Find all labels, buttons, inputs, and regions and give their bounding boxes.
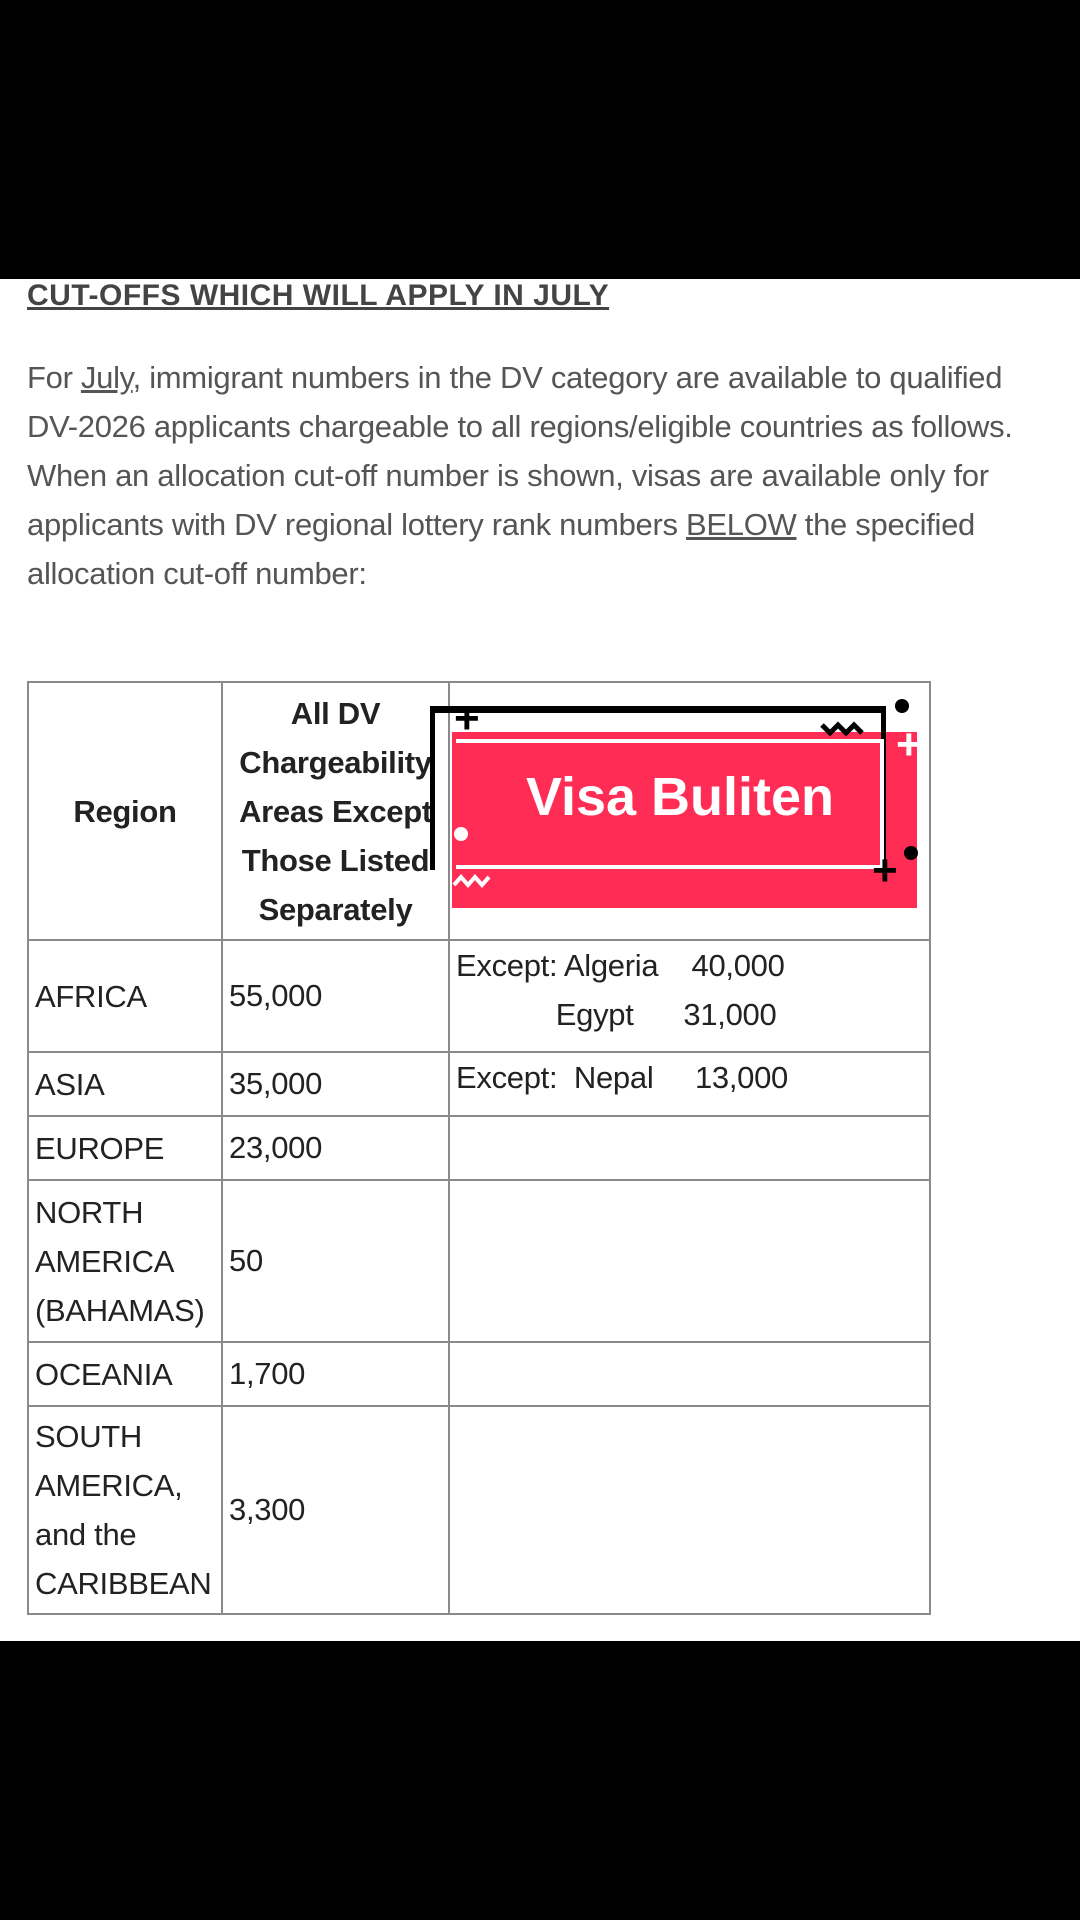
region-cell: [28, 1052, 222, 1116]
header-all-dv-line: All DV: [290, 695, 381, 731]
region-cell: [28, 1116, 222, 1180]
document-page: [0, 279, 1080, 1641]
header-region: Region: [28, 682, 222, 940]
cutoff-value-cell: 3,300: [222, 1406, 449, 1614]
region-name-line: EUROPE: [35, 1130, 165, 1166]
plus-icon: +: [872, 846, 898, 895]
dot-icon: [454, 827, 468, 841]
cutoff-value-cell: 50: [222, 1180, 449, 1342]
region-cell: [28, 1342, 222, 1406]
plus-icon: +: [896, 720, 922, 769]
dot-icon: [904, 846, 918, 860]
region-name-line: CARIBBEAN: [35, 1566, 212, 1601]
region-name-line: OCEANIA: [35, 1356, 173, 1392]
intro-paragraph: [27, 353, 1027, 598]
region-name-line: AMERICA,: [35, 1468, 183, 1503]
table-row: [28, 1406, 930, 1614]
except-cell: [449, 1342, 930, 1406]
cutoff-value-cell: 55,000: [222, 940, 449, 1052]
header-all-dv: [222, 682, 449, 940]
plus-icon: +: [454, 694, 480, 743]
para-text-3: the specified allocation cut-off number:: [27, 507, 975, 591]
below-emphasis: BELOW: [686, 507, 797, 542]
table-row: [28, 940, 930, 1052]
table-row: [28, 1342, 930, 1406]
region-name-line: AMERICA: [35, 1243, 175, 1279]
header-all-dv-line: Areas Except: [239, 793, 432, 829]
except-cell: [449, 1180, 930, 1342]
region-name-line: NORTH: [35, 1194, 144, 1230]
visa-bulletin-sticker: [430, 694, 922, 899]
table-row: [28, 1052, 930, 1116]
header-all-dv-line: Those Listed: [241, 842, 430, 878]
zigzag-icon: [452, 871, 496, 891]
table-row: [28, 1116, 930, 1180]
except-line: Egypt 31,000: [456, 997, 777, 1032]
july-link[interactable]: July: [80, 360, 133, 395]
para-text-1: For: [27, 360, 81, 395]
region-name-line: SOUTH: [35, 1419, 143, 1454]
dot-icon: [895, 699, 909, 713]
region-cell: [28, 1406, 222, 1614]
header-all-dv-line: Separately: [258, 891, 413, 927]
region-cell: [28, 940, 222, 1052]
cutoff-value-cell: 1,700: [222, 1342, 449, 1406]
cutoff-value-cell: 35,000: [222, 1052, 449, 1116]
except-line: Except: Nepal 13,000: [456, 1060, 788, 1095]
zigzag-icon: [820, 717, 868, 739]
header-all-dv-line: Chargeability: [239, 744, 432, 780]
region-name-line: ASIA: [35, 1066, 105, 1102]
table-row: [28, 1180, 930, 1342]
sticker-label: Visa Buliten: [525, 767, 835, 827]
region-cell: [28, 1180, 222, 1342]
section-heading: CUT-OFFS WHICH WILL APPLY IN JULY: [27, 279, 610, 312]
except-cell: [449, 1406, 930, 1614]
except-cell: [449, 1116, 930, 1180]
region-name-line: and the: [35, 1517, 137, 1552]
region-name-line: AFRICA: [35, 978, 147, 1014]
para-text-2: , immigrant numbers in the DV category are available to qualified DV-2026 applicants chargeable to all regions/eligible countries as follows. When an allocation cut-off number is shown, visas are available only for applicants with DV regional lottery rank numbers: [27, 360, 1013, 542]
region-name-line: (BAHAMAS): [35, 1292, 205, 1328]
cutoff-value-cell: 23,000: [222, 1116, 449, 1180]
except-cell: [449, 1052, 930, 1116]
except-line: Except: Algeria 40,000: [456, 948, 785, 983]
except-cell: [449, 940, 930, 1052]
